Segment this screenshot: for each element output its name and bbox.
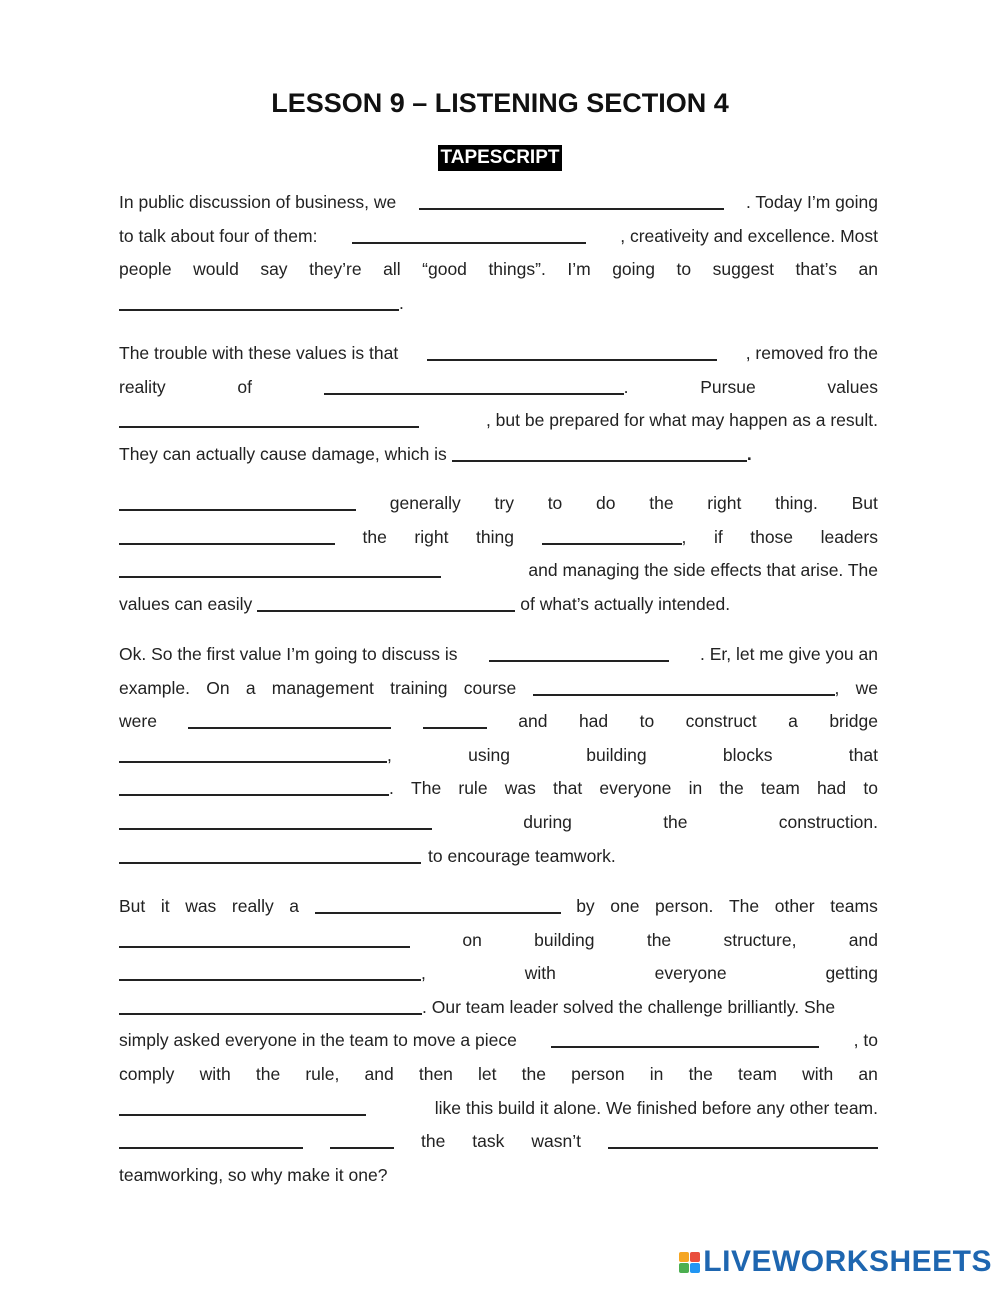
text-line: comply with the rule, and then let the person in the team with an [119, 1063, 878, 1084]
blank-input[interactable] [119, 562, 441, 578]
blank-input[interactable] [608, 1133, 878, 1149]
blank-input[interactable] [542, 529, 682, 545]
blank-input[interactable] [188, 713, 391, 729]
text-line: and managing the side effects that arise. The [119, 554, 878, 588]
text-line: In public discussion of business, we . Today I’m going [119, 192, 878, 212]
logo-block [679, 1252, 689, 1262]
logo-text: LIVEWORKSHEETS [703, 1245, 992, 1278]
paragraph-2 [119, 337, 878, 471]
text-line: on building the structure, and [119, 924, 878, 958]
text-line: simply asked everyone in the team to move a piece , to [119, 1030, 878, 1051]
page-title: LESSON 9 – LISTENING SECTION 4 [271, 88, 729, 118]
paragraph-3 [119, 487, 878, 621]
blank-input[interactable] [419, 194, 724, 210]
blank-input[interactable] [119, 965, 421, 981]
blank-input[interactable] [427, 345, 717, 361]
blank-input[interactable] [119, 932, 410, 948]
text-line: The trouble with these values is that , removed fro the [119, 343, 878, 363]
text-line: the right thing , if those leaders [119, 521, 878, 555]
text-line: like this build it alone. We finished before any other team. [119, 1092, 878, 1126]
blank-input[interactable] [119, 1133, 303, 1149]
blank-input[interactable] [257, 596, 515, 612]
paragraph-4 [119, 638, 878, 873]
blank-input[interactable] [119, 529, 335, 545]
text-line: teamworking, so why make it one? [119, 1164, 388, 1185]
text-line: people would say they’re all “good things”. I’m going to suggest that’s an [119, 259, 878, 280]
blank-input[interactable] [324, 379, 624, 395]
blank-input[interactable] [551, 1032, 819, 1048]
text-line: values can easily of what’s actually intended. [119, 593, 731, 614]
blank-input[interactable] [315, 898, 561, 914]
blank-input[interactable] [119, 495, 356, 511]
blank-input[interactable] [352, 228, 586, 244]
text-line: during the construction. [119, 806, 878, 840]
blank-input[interactable] [452, 446, 747, 462]
text-line: . The rule was that everyone in the team had to [119, 772, 878, 806]
blank-input[interactable] [423, 713, 487, 729]
blank-input[interactable] [119, 412, 419, 428]
text-line: But it was really a by one person. The other teams [119, 896, 878, 916]
blank-input[interactable] [119, 1100, 366, 1116]
text-line: . Our team leader solved the challenge brilliantly. She [119, 991, 878, 1025]
text-line: to encourage teamwork. [119, 840, 878, 874]
text-line: , with everyone getting [119, 957, 878, 991]
blank-input[interactable] [119, 295, 399, 311]
logo-block [690, 1252, 700, 1262]
blank-input[interactable] [119, 747, 387, 763]
text-line: , using building blocks that [119, 739, 878, 773]
blank-input[interactable] [330, 1133, 394, 1149]
blank-input[interactable] [119, 780, 389, 796]
liveworksheets-logo [679, 1245, 992, 1279]
text-line: reality of . Pursue values [119, 376, 878, 397]
logo-block [679, 1263, 689, 1273]
blank-input[interactable] [489, 646, 669, 662]
text-line: the task wasn’t [119, 1125, 878, 1159]
logo-blocks-icon [679, 1252, 700, 1273]
blank-input[interactable] [533, 680, 835, 696]
text-line: . [119, 287, 878, 321]
text-line: to talk about four of them: , creativeity and excellence. Most [119, 225, 878, 246]
paragraph-1 [119, 186, 878, 320]
text-line: Ok. So the first value I’m going to discuss is . Er, let me give you an [119, 644, 878, 664]
blank-input[interactable] [119, 999, 422, 1015]
text-line: They can actually cause damage, which is . [119, 443, 752, 464]
paragraph-5 [119, 890, 878, 1192]
blank-input[interactable] [119, 814, 432, 830]
text-line: , but be prepared for what may happen as a result. [119, 404, 878, 438]
blank-input[interactable] [119, 848, 421, 864]
logo-block [690, 1263, 700, 1273]
subtitle-tapescript: TAPESCRIPT [438, 145, 563, 171]
text-line: were and had to construct a bridge [119, 711, 878, 732]
text-line: example. On a management training course , we [119, 677, 878, 698]
text-line: generally try to do the right thing. But [119, 487, 878, 521]
